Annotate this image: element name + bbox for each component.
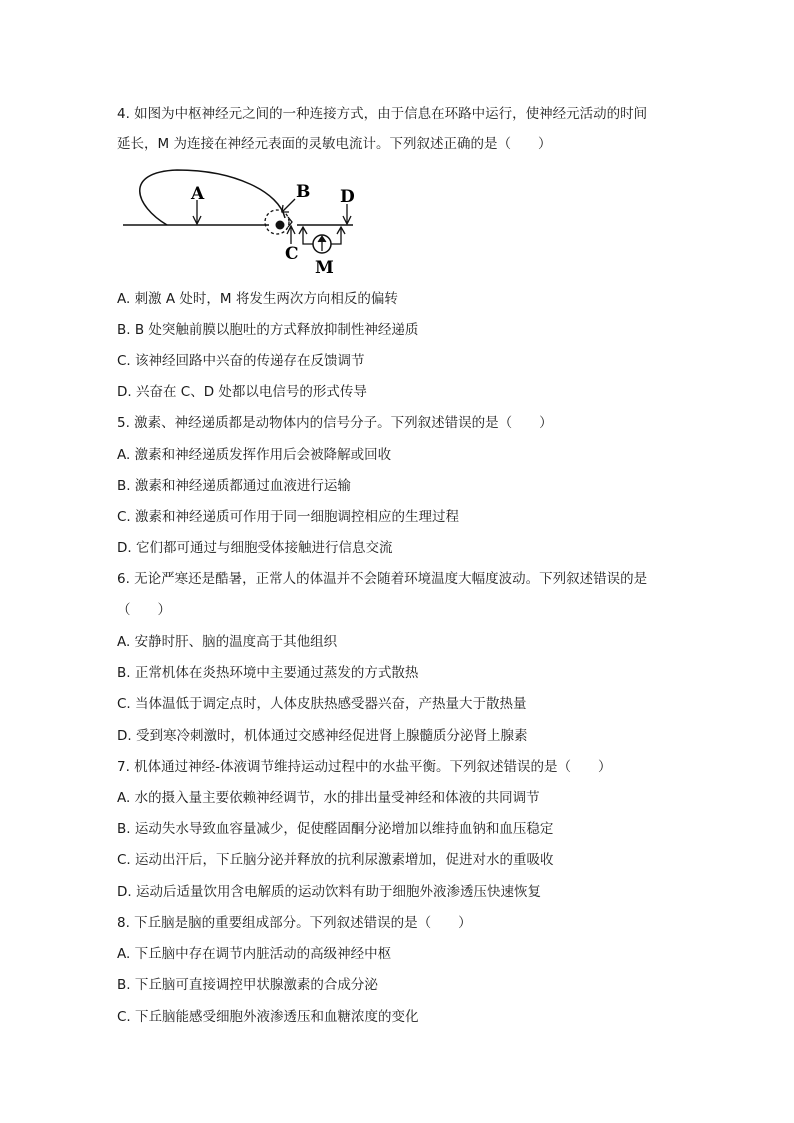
q6-option-b: B. 正常机体在炎热环境中主要通过蒸发的方式散热 xyxy=(117,665,419,681)
q6-option-d: D. 受到寒冷刺激时，机体通过交感神经促进肾上腺髓质分泌肾上腺素 xyxy=(117,728,528,744)
q6-stem-line-2: （ ） xyxy=(117,602,171,618)
q8-option-c: C. 下丘脑能感受细胞外液渗透压和血糖浓度的变化 xyxy=(117,1009,419,1025)
q4-option-b: B. B 处突触前膜以胞吐的方式释放抑制性神经递质 xyxy=(117,322,419,338)
q4-option-a: A. 刺激 A 处时，M 将发生两次方向相反的偏转 xyxy=(117,291,398,307)
q7-option-b: B. 运动失水导致血容量减少，促使醛固酮分泌增加以维持血钠和血压稳定 xyxy=(117,821,554,837)
q5-option-b: B. 激素和神经递质都通过血液进行运输 xyxy=(117,478,351,494)
feedback-loop-path xyxy=(140,170,285,225)
q4-option-c: C. 该神经回路中兴奋的传递存在反馈调节 xyxy=(117,353,365,369)
synaptic-terminal-dot xyxy=(276,221,285,230)
q7-stem: 7. 机体通过神经-体液调节维持运动过程中的水盐平衡。下列叙述错误的是（ ） xyxy=(117,759,612,775)
label-b: B xyxy=(296,182,311,202)
q4-option-d: D. 兴奋在 C、D 处都以电信号的形式传导 xyxy=(117,384,367,400)
q8-option-a: A. 下丘脑中存在调节内脏活动的高级神经中枢 xyxy=(117,946,392,962)
q8-stem: 8. 下丘脑是脑的重要组成部分。下列叙述错误的是（ ） xyxy=(117,915,472,931)
q7-option-c: C. 运动出汗后，下丘脑分泌并释放的抗利尿激素增加，促进对水的重吸收 xyxy=(117,852,554,868)
label-c: C xyxy=(285,244,299,264)
q4-stem-line-1: 4. 如图为中枢神经元之间的一种连接方式，由于信息在环路中运行，使神经元活动的时间 xyxy=(117,106,648,122)
label-d: D xyxy=(340,187,355,207)
q5-stem: 5. 激素、神经递质都是动物体内的信号分子。下列叙述错误的是（ ） xyxy=(117,415,553,431)
label-a: A xyxy=(191,184,205,204)
neural-circuit-figure xyxy=(117,166,377,278)
q5-option-d: D. 它们都可通过与细胞受体接触进行信息交流 xyxy=(117,540,393,556)
q5-option-c: C. 激素和神经递质可作用于同一细胞调控相应的生理过程 xyxy=(117,509,460,525)
q7-option-d: D. 运动后适量饮用含电解质的运动饮料有助于细胞外液渗透压快速恢复 xyxy=(117,884,541,900)
arrow-b xyxy=(283,199,295,211)
q8-option-b: B. 下丘脑可直接调控甲状腺激素的合成分泌 xyxy=(117,977,378,993)
q5-option-a: A. 激素和神经递质发挥作用后会被降解或回收 xyxy=(117,447,392,463)
label-m: M xyxy=(315,258,334,278)
q7-option-a: A. 水的摄入量主要依赖神经调节，水的排出量受神经和体液的共同调节 xyxy=(117,790,540,806)
q6-option-a: A. 安静时肝、脑的温度高于其他组织 xyxy=(117,634,338,650)
q4-stem-line-2: 延长，M 为连接在神经元表面的灵敏电流计。下列叙述正确的是（ ） xyxy=(117,136,552,152)
q6-stem-line-1: 6. 无论严寒还是酷暑，正常人的体温并不会随着环境温度大幅度波动。下列叙述错误的是 xyxy=(117,571,648,587)
q6-option-c: C. 当体温低于调定点时，人体皮肤热感受器兴奋，产热量大于散热量 xyxy=(117,696,527,712)
